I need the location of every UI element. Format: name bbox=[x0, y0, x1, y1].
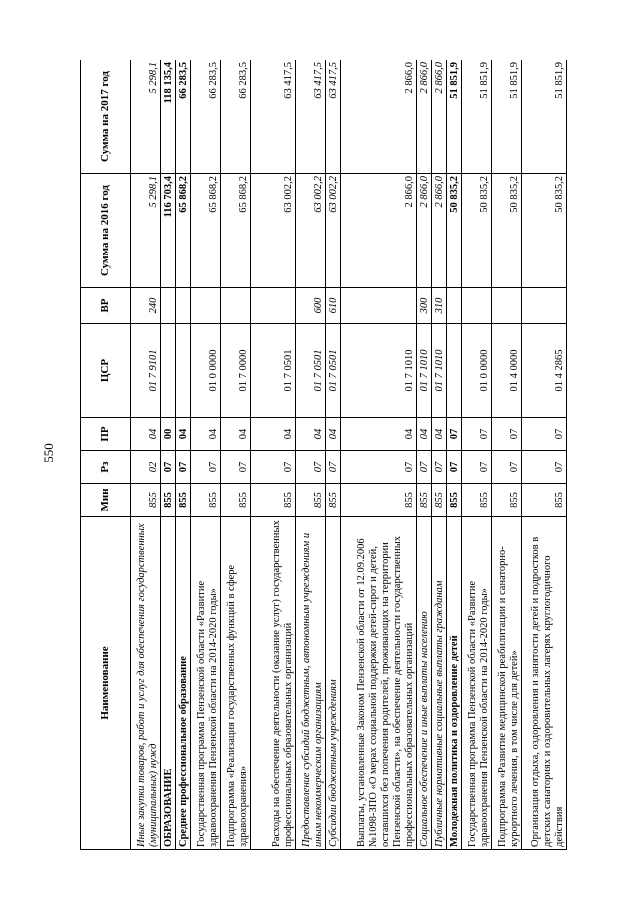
cell-csr: 01 7 0501 bbox=[326, 324, 341, 418]
cell-vr bbox=[491, 288, 521, 324]
cell-rz: 07 bbox=[416, 451, 431, 484]
header-row bbox=[81, 60, 131, 850]
cell-vr bbox=[521, 288, 566, 324]
cell-sum2016: 5 298,1 bbox=[131, 174, 161, 288]
table-row bbox=[296, 60, 326, 850]
cell-min: 855 bbox=[416, 484, 431, 517]
cell-pr: 04 bbox=[176, 418, 191, 451]
cell-name: Иные закупки товаров, работ и услуг для обеспечения государственных (муниципальных) нужд bbox=[131, 517, 161, 850]
cell-pr: 07 bbox=[491, 418, 521, 451]
cell-sum2016: 116 703,4 bbox=[161, 174, 176, 288]
table-row bbox=[461, 60, 491, 850]
cell-rz: 07 bbox=[461, 451, 491, 484]
header-csr: ЦСР bbox=[81, 324, 131, 418]
table-row bbox=[221, 60, 251, 850]
cell-sum2017: 66 283,5 bbox=[191, 60, 221, 174]
header-sum-2017: Сумма на 2017 год bbox=[81, 60, 131, 174]
cell-pr: 04 bbox=[416, 418, 431, 451]
page-number-text: 550 bbox=[41, 443, 56, 463]
cell-vr bbox=[446, 288, 461, 324]
cell-name: Государственная программа Пензенской области «Развитие здравоохранения Пензенской области на 2014-2020 годы» bbox=[461, 517, 491, 850]
cell-name: Расходы на обеспечение деятельности (оказание услуг) государственных профессиональных образовательных организаций bbox=[251, 517, 296, 850]
cell-csr: 01 4 2865 bbox=[521, 324, 566, 418]
table-row bbox=[176, 60, 191, 850]
cell-rz: 07 bbox=[491, 451, 521, 484]
cell-csr: 01 7 0501 bbox=[296, 324, 326, 418]
cell-vr bbox=[461, 288, 491, 324]
table-row bbox=[341, 60, 416, 850]
table-row bbox=[191, 60, 221, 850]
cell-pr: 07 bbox=[521, 418, 566, 451]
cell-pr: 04 bbox=[251, 418, 296, 451]
cell-csr: 01 0 0000 bbox=[461, 324, 491, 418]
cell-name: ОБРАЗОВАНИЕ bbox=[161, 517, 176, 850]
cell-csr: 01 0 0000 bbox=[191, 324, 221, 418]
cell-vr: 300 bbox=[416, 288, 431, 324]
cell-name: Социальное обеспечение и иные выплаты населению bbox=[416, 517, 431, 850]
cell-csr: 01 4 0000 bbox=[491, 324, 521, 418]
cell-pr: 00 bbox=[161, 418, 176, 451]
cell-rz: 07 bbox=[326, 451, 341, 484]
cell-vr bbox=[161, 288, 176, 324]
cell-csr bbox=[446, 324, 461, 418]
header-name: Наименование bbox=[81, 517, 131, 850]
cell-sum2016: 2 866,0 bbox=[416, 174, 431, 288]
cell-sum2016: 50 835,2 bbox=[521, 174, 566, 288]
cell-rz: 07 bbox=[446, 451, 461, 484]
cell-vr bbox=[341, 288, 416, 324]
cell-pr: 04 bbox=[341, 418, 416, 451]
table-row bbox=[446, 60, 461, 850]
cell-min: 855 bbox=[341, 484, 416, 517]
cell-rz: 07 bbox=[161, 451, 176, 484]
cell-rz: 07 bbox=[431, 451, 446, 484]
cell-name: Предоставление субсидий бюджетным, автономным учреждениям и иным некоммерческим организациям bbox=[296, 517, 326, 850]
table-row bbox=[251, 60, 296, 850]
cell-name: Государственная программа Пензенской области «Развитие здравоохранения Пензенской области на 2014-2020 годы» bbox=[191, 517, 221, 850]
cell-sum2017: 51 851,9 bbox=[521, 60, 566, 174]
cell-name: Подпрограмма «Развитие медицинской реабилитации и санаторно-курортного лечения, в том числе для детей» bbox=[491, 517, 521, 850]
cell-min: 855 bbox=[131, 484, 161, 517]
cell-rz: 07 bbox=[296, 451, 326, 484]
cell-vr bbox=[251, 288, 296, 324]
cell-sum2017: 66 283,5 bbox=[221, 60, 251, 174]
cell-vr bbox=[191, 288, 221, 324]
cell-min: 855 bbox=[491, 484, 521, 517]
cell-sum2016: 65 868,2 bbox=[191, 174, 221, 288]
table-row bbox=[326, 60, 341, 850]
cell-name: Выплаты, установленные Законом Пензенской области от 12.09.2006 №1098-ЗПО «О мерах социальной поддержки детей-сирот и детей, оставшихся без попечения родителей, проживающих на территории Пензенской области», на обеспечение деятельности государственных профессиональных образовательных организаций bbox=[341, 517, 416, 850]
cell-csr: 01 7 1010 bbox=[431, 324, 446, 418]
table-row bbox=[431, 60, 446, 850]
rotated-table-container bbox=[80, 60, 567, 850]
cell-vr: 240 bbox=[131, 288, 161, 324]
cell-csr: 01 7 1010 bbox=[341, 324, 416, 418]
cell-sum2017: 5 298,1 bbox=[131, 60, 161, 174]
cell-csr: 01 7 9101 bbox=[131, 324, 161, 418]
cell-pr: 04 bbox=[296, 418, 326, 451]
cell-name: Организация отдыха, оздоровления и занятости детей и подростков в детских санаториях и оздоровительных лагерях круглогодичного действия bbox=[521, 517, 566, 850]
header-vr: ВР bbox=[81, 288, 131, 324]
page-number bbox=[37, 438, 61, 468]
cell-pr: 04 bbox=[131, 418, 161, 451]
cell-sum2017: 2 866,0 bbox=[416, 60, 431, 174]
cell-rz: 07 bbox=[191, 451, 221, 484]
table-row bbox=[491, 60, 521, 850]
header-sum-2016: Сумма на 2016 год bbox=[81, 174, 131, 288]
cell-min: 855 bbox=[251, 484, 296, 517]
cell-rz: 02 bbox=[131, 451, 161, 484]
cell-sum2017: 51 851,9 bbox=[446, 60, 461, 174]
cell-rz: 07 bbox=[176, 451, 191, 484]
cell-sum2017: 63 417,5 bbox=[326, 60, 341, 174]
cell-name: Подпрограмма «Реализация государственных функций в сфере здравоохранения» bbox=[221, 517, 251, 850]
cell-sum2017: 118 135,4 bbox=[161, 60, 176, 174]
cell-sum2017: 2 866,0 bbox=[431, 60, 446, 174]
header-rz: Рз bbox=[81, 451, 131, 484]
budget-table bbox=[80, 60, 567, 850]
cell-sum2016: 50 835,2 bbox=[491, 174, 521, 288]
cell-rz: 07 bbox=[221, 451, 251, 484]
cell-csr: 01 7 0000 bbox=[221, 324, 251, 418]
cell-pr: 04 bbox=[191, 418, 221, 451]
cell-min: 855 bbox=[431, 484, 446, 517]
cell-sum2016: 63 002,2 bbox=[326, 174, 341, 288]
cell-sum2016: 65 868,2 bbox=[176, 174, 191, 288]
cell-sum2016: 2 866,0 bbox=[431, 174, 446, 288]
table-row bbox=[131, 60, 161, 850]
cell-name: Среднее профессиональное образование bbox=[176, 517, 191, 850]
cell-csr: 01 7 1010 bbox=[416, 324, 431, 418]
cell-sum2016: 50 835,2 bbox=[446, 174, 461, 288]
cell-name: Молодежная политика и оздоровление детей bbox=[446, 517, 461, 850]
cell-min: 855 bbox=[326, 484, 341, 517]
cell-min: 855 bbox=[221, 484, 251, 517]
cell-vr bbox=[176, 288, 191, 324]
cell-min: 855 bbox=[176, 484, 191, 517]
cell-name: Субсидии бюджетным учреждениям bbox=[326, 517, 341, 850]
cell-sum2017: 63 417,5 bbox=[296, 60, 326, 174]
cell-sum2016: 63 002,2 bbox=[296, 174, 326, 288]
table-body bbox=[131, 60, 567, 850]
cell-vr: 600 bbox=[296, 288, 326, 324]
header-pr: ПР bbox=[81, 418, 131, 451]
cell-min: 855 bbox=[296, 484, 326, 517]
header-min: Мин bbox=[81, 484, 131, 517]
cell-csr bbox=[176, 324, 191, 418]
cell-vr: 310 bbox=[431, 288, 446, 324]
cell-min: 855 bbox=[446, 484, 461, 517]
cell-csr: 01 7 0501 bbox=[251, 324, 296, 418]
cell-csr bbox=[161, 324, 176, 418]
cell-pr: 04 bbox=[326, 418, 341, 451]
cell-rz: 07 bbox=[341, 451, 416, 484]
cell-sum2017: 63 417,5 bbox=[251, 60, 296, 174]
cell-sum2016: 2 866,0 bbox=[341, 174, 416, 288]
cell-vr: 610 bbox=[326, 288, 341, 324]
cell-min: 855 bbox=[521, 484, 566, 517]
cell-min: 855 bbox=[461, 484, 491, 517]
cell-min: 855 bbox=[161, 484, 176, 517]
cell-sum2017: 2 866,0 bbox=[341, 60, 416, 174]
cell-sum2016: 63 002,2 bbox=[251, 174, 296, 288]
cell-pr: 07 bbox=[446, 418, 461, 451]
cell-sum2017: 51 851,9 bbox=[491, 60, 521, 174]
cell-pr: 04 bbox=[221, 418, 251, 451]
cell-sum2017: 66 283,5 bbox=[176, 60, 191, 174]
cell-pr: 07 bbox=[461, 418, 491, 451]
cell-sum2016: 50 835,2 bbox=[461, 174, 491, 288]
cell-rz: 07 bbox=[521, 451, 566, 484]
table-row bbox=[161, 60, 176, 850]
cell-name: Публичные нормативные социальные выплаты гражданам bbox=[431, 517, 446, 850]
cell-sum2017: 51 851,9 bbox=[461, 60, 491, 174]
cell-rz: 07 bbox=[251, 451, 296, 484]
cell-min: 855 bbox=[191, 484, 221, 517]
cell-pr: 04 bbox=[431, 418, 446, 451]
table-row bbox=[416, 60, 431, 850]
table-row bbox=[521, 60, 566, 850]
cell-sum2016: 65 868,2 bbox=[221, 174, 251, 288]
cell-vr bbox=[221, 288, 251, 324]
